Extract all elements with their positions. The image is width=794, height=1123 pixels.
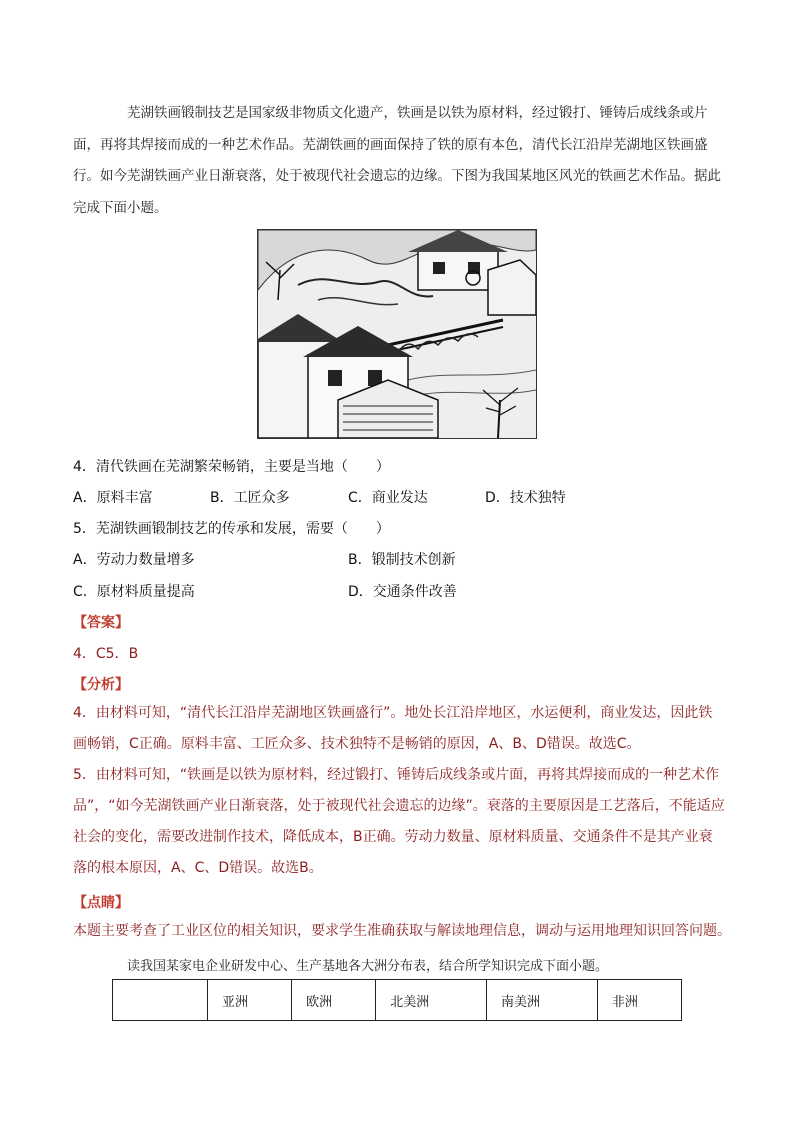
table-header-cell xyxy=(113,980,208,1021)
comment-label: 【点睛】 xyxy=(73,895,129,911)
q5-option-b: B．锻制技术创新 xyxy=(348,552,456,568)
distribution-table xyxy=(112,979,682,1021)
analysis-paragraph-4: 4．由材料可知，“清代长江沿岸芜湖地区铁画盛行”。地处长江沿岸地区，水运便利，商业发达，因此铁画畅销，C正确。原料丰富、工匠众多、技术独特不是畅销的原因，A、B、D错误。故选C。 xyxy=(73,705,713,752)
q4-option-a: A．原料丰富 xyxy=(73,490,153,506)
q5-stem: 5．芜湖铁画锻制技艺的传承和发展，需要（ ） xyxy=(73,521,390,537)
q4-stem: 4．清代铁画在芜湖繁荣畅销，主要是当地（ ） xyxy=(73,459,390,475)
answer-text: 4．C5．B xyxy=(73,646,139,662)
intro-paragraph xyxy=(73,98,723,224)
table-header-cell: 南美洲 xyxy=(487,980,598,1021)
table-header-cell: 亚洲 xyxy=(208,980,292,1021)
table-header-cell: 欧洲 xyxy=(292,980,376,1021)
table-header-row xyxy=(113,980,682,1021)
comment-text: 本题主要考查了工业区位的相关知识，要求学生准确获取与解读地理信息，调动与运用地理知识回答问题。 xyxy=(73,923,731,939)
q5-option-a: A．劳动力数量增多 xyxy=(73,552,195,568)
q4-option-d: D．技术独特 xyxy=(485,490,566,506)
q4-option-b: B．工匠众多 xyxy=(210,490,290,506)
analysis-label: 【分析】 xyxy=(73,677,129,693)
intro-text: 芜湖铁画锻制技艺是国家级非物质文化遗产，铁画是以铁为原材料，经过锻打、锤铸后成线条或片面，再将其焊接而成的一种艺术作品。芜湖铁画的画面保持了铁的原有本色，清代长江沿岸芜湖地区铁画盛行。如今芜湖铁画产业日渐衰落，处于被现代社会遗忘的边缘。下图为我国某地区风光的铁画艺术作品。据此完成下面小题。 xyxy=(73,105,721,216)
q5-option-c: C．原材料质量提高 xyxy=(73,584,195,600)
q5-option-d: D．交通条件改善 xyxy=(348,584,457,600)
q4-option-c: C．商业发达 xyxy=(348,490,428,506)
answer-label: 【答案】 xyxy=(73,615,129,631)
table-header-cell: 北美洲 xyxy=(376,980,487,1021)
table-caption: 读我国某家电企业研发中心、生产基地各大洲分布表，结合所学知识完成下面小题。 xyxy=(127,959,609,974)
table-header-cell: 非洲 xyxy=(597,980,681,1021)
iron-painting-figure xyxy=(257,229,537,439)
analysis-paragraph-5: 5．由材料可知，“铁画是以铁为原材料，经过锻打、锤铸后成线条或片面，再将其焊接而成的一种艺术作品”，“如今芜湖铁画产业日渐衰落，处于被现代社会遗忘的边缘”。衰落的主要原因是工艺落后，不能适应社会的变化，需要改进制作技术，降低成本，B正确。劳动力数量、原材料质量、交通条件不是其产业衰落的根本原因，A、C、D错误。故选B。 xyxy=(73,767,725,876)
